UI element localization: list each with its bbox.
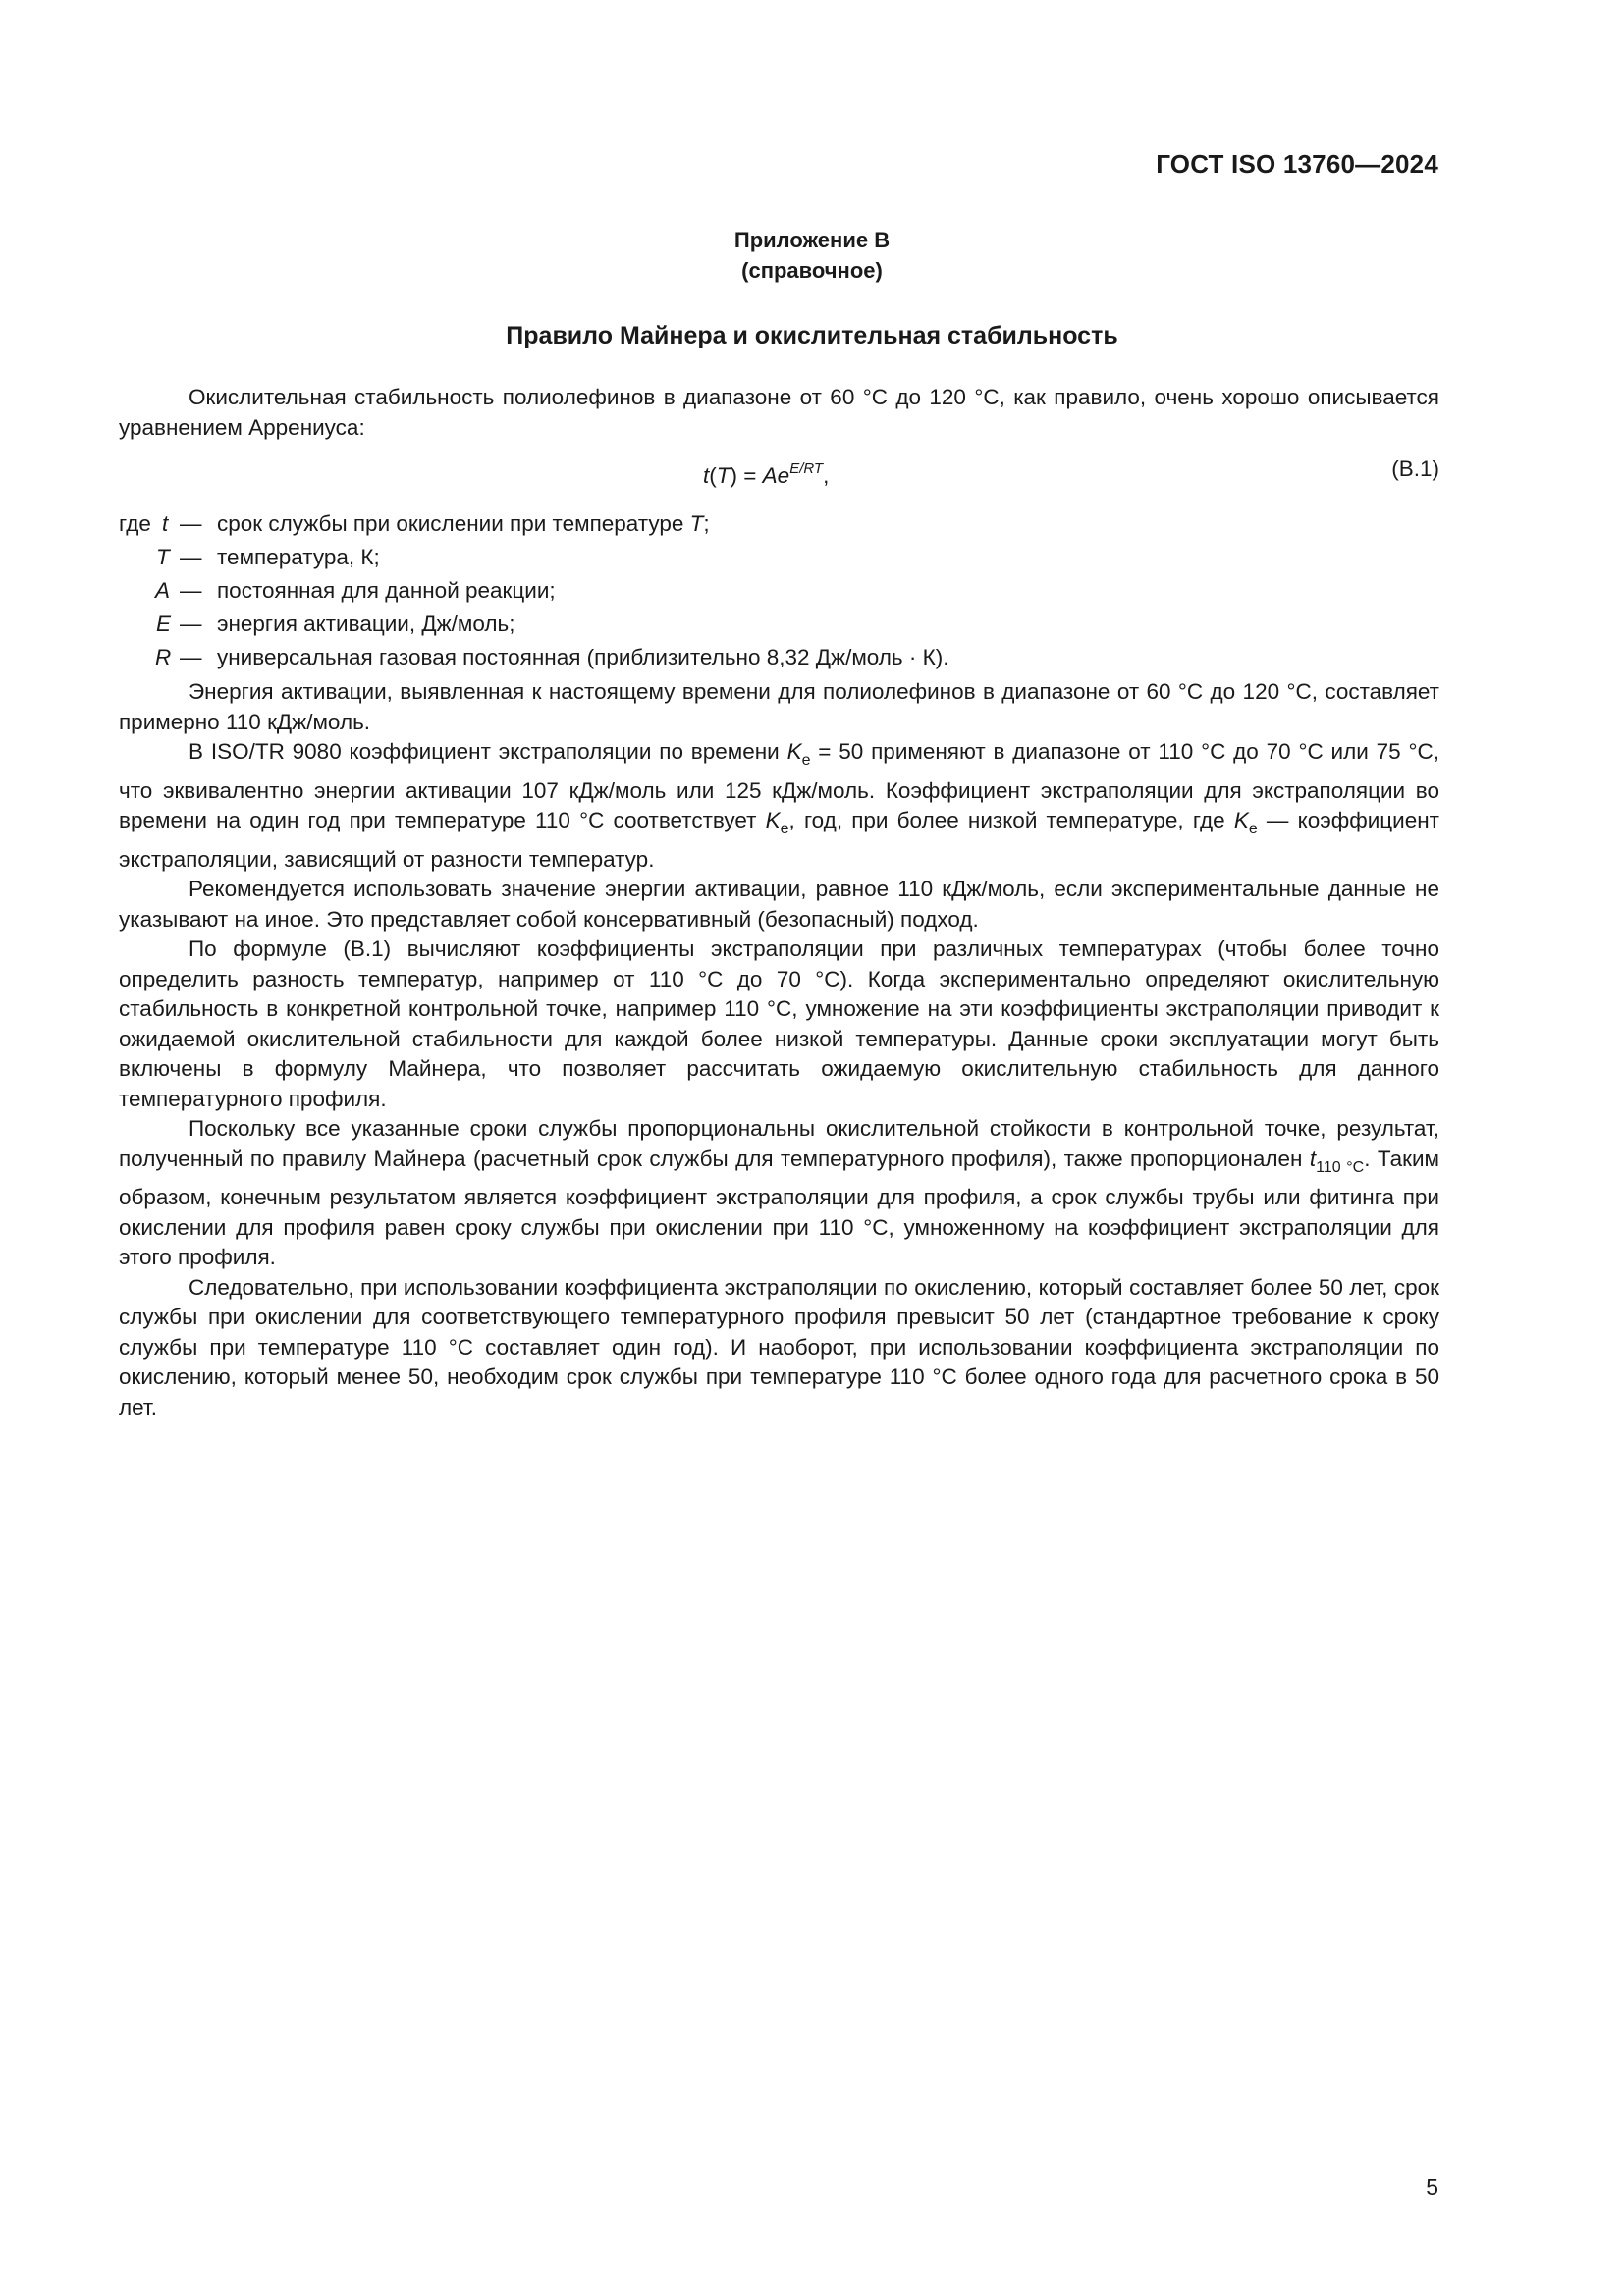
paragraph-iso-a: В ISO/TR 9080 коэффициент экстраполяции по времени: [189, 739, 787, 764]
paragraph-iso-b: = 50 применяют в диапазоне от 110 °С до 70 °С или 75 °С, что эквивалентно энергии активации 107 кДж/моль или 125 кДж/моль. Коэффициент экстраполяции для экстраполяции во времени на один год при температуре 110 °С соответствует: [119, 739, 1439, 832]
symbol-K-sub: e: [780, 821, 789, 837]
paragraph-energy: Энергия активации, выявленная к настоящему времени для полиолефинов в диапазоне от 60 °С до 120 °С, составляет примерно 110 кДж/моль.: [119, 679, 1439, 734]
paragraph-iso-d: — коэффициент экстраполяции, зависящий от разности температур.: [119, 808, 1439, 872]
intro-text: Окислительная стабильность полиолефинов в диапазоне от 60 °С до 120 °С, как правило, очень хорошо описывается уравнением Аррениуса:: [119, 385, 1439, 440]
definition-text-symbol: T: [689, 511, 704, 536]
definition-symbol: E: [156, 612, 172, 636]
symbol-K-sub: e: [801, 752, 811, 769]
paragraph-since: [119, 1114, 1439, 1273]
paragraph-formula: По формуле (В.1) вычисляют коэффициенты экстраполяции при различных температурах (чтобы более точно определить разность температур, например от 110 °С до 70 °С). Когда экспериментально определяют окислительную стабильность в конкретной контрольной точке, например 110 °С, умножение на эти коэффициенты экстраполяции приводит к ожидаемой окислительной стабильности для каждой более низкой температуры. Данные сроки эксплуатации могут быть включены в формулу Майнера, что позволяет рассчитать ожидаемую окислительную стабильность для данного температурного профиля.: [119, 936, 1439, 1111]
symbol-t-sub: 110 °С: [1316, 1158, 1365, 1176]
definition-symbol: R: [155, 645, 172, 669]
intro-paragraph: [119, 383, 1439, 443]
definition-text: температура, К;: [217, 545, 380, 569]
paragraph-therefore: Следовательно, при использовании коэффициента экстраполяции по окислению, который составляет более 50 лет, срок службы при окислении для соответствующего температурного профиля превысит 50 лет (стандартное требование к сроку службы при температуре 110 °С составляет один год). И наоборот, при использовании коэффициента экстраполяции по окислению, который менее 50, необходим срок службы при температуре 110 °С более одного года для расчетного срока в 50 лет.: [119, 1274, 1439, 1419]
formula-t: t: [703, 463, 710, 488]
document-id: ГОСТ ISO 13760—2024: [1156, 149, 1438, 179]
formula-b1: [119, 454, 1439, 488]
definition-dash: —: [180, 578, 202, 603]
formula-T: T: [716, 463, 731, 488]
definition-text: энергия активации, Дж/моль;: [217, 612, 515, 636]
paragraph-since-b: . Таким образом, конечным результатом является коэффициент экстраполяции для профиля, а срок службы трубы или фитинга при окислении для профиля равен сроку службы при окислении при 110 °С, умноженному на коэффициент экстраполяции для этого профиля.: [119, 1146, 1439, 1269]
main-text: [119, 677, 1439, 1422]
symbol-K: K: [765, 808, 781, 832]
definition-dash: —: [180, 645, 202, 669]
formula-expression: [703, 454, 829, 491]
definition-text: универсальная газовая постоянная (приблизительно 8,32 Дж/моль · К).: [217, 645, 949, 669]
paragraph-iso: [119, 737, 1439, 875]
definition-symbol: t: [162, 511, 169, 536]
definition-dash: —: [180, 612, 202, 636]
definition-text-main: срок службы при окислении при температуре: [217, 511, 690, 536]
definition-symbol: T: [156, 545, 170, 569]
formula-number: (В.1): [1391, 456, 1439, 481]
page-number: 5: [1426, 2174, 1438, 2200]
paragraph-since-a: Поскольку все указанные сроки службы пропорциональны окислительной стойкости в контрольной точке, результат, полученный по правилу Майнера (расчетный срок службы для температурного профиля), также пропорционален: [119, 1116, 1439, 1171]
section-title: Правило Майнера и окислительная стабильность: [506, 322, 1118, 349]
formula-close: ) =: [730, 463, 763, 488]
definition-dash: —: [180, 545, 202, 569]
definition-text: постоянная для данной реакции;: [217, 578, 556, 603]
definition-text-end: ;: [703, 511, 710, 536]
symbol-K-sub: e: [1248, 821, 1258, 837]
annex-kind: (справочное): [741, 258, 883, 283]
paragraph-recommend: Рекомендуется использовать значение энергии активации, равное 110 кДж/моль, если экспериментальные данные не указывают на иное. Это представляет собой консервативный (безопасный) подход.: [119, 877, 1439, 932]
annex-title: Приложение В: [733, 228, 891, 252]
formula-comma: ,: [823, 463, 830, 488]
symbol-t: t: [1309, 1146, 1317, 1171]
symbol-K: K: [786, 739, 802, 764]
definition-symbol: A: [155, 578, 171, 603]
symbol-K: K: [1233, 808, 1249, 832]
definition-prefix: где: [119, 511, 151, 536]
definition-dash: —: [180, 511, 202, 536]
paragraph-iso-c: , год, при более низкой температуре, где: [788, 808, 1234, 832]
formula-open: (: [709, 463, 717, 488]
formula-exponent: E/RT: [789, 460, 824, 477]
formula-Ae: Ae: [762, 463, 790, 488]
definition-text: [217, 508, 710, 540]
